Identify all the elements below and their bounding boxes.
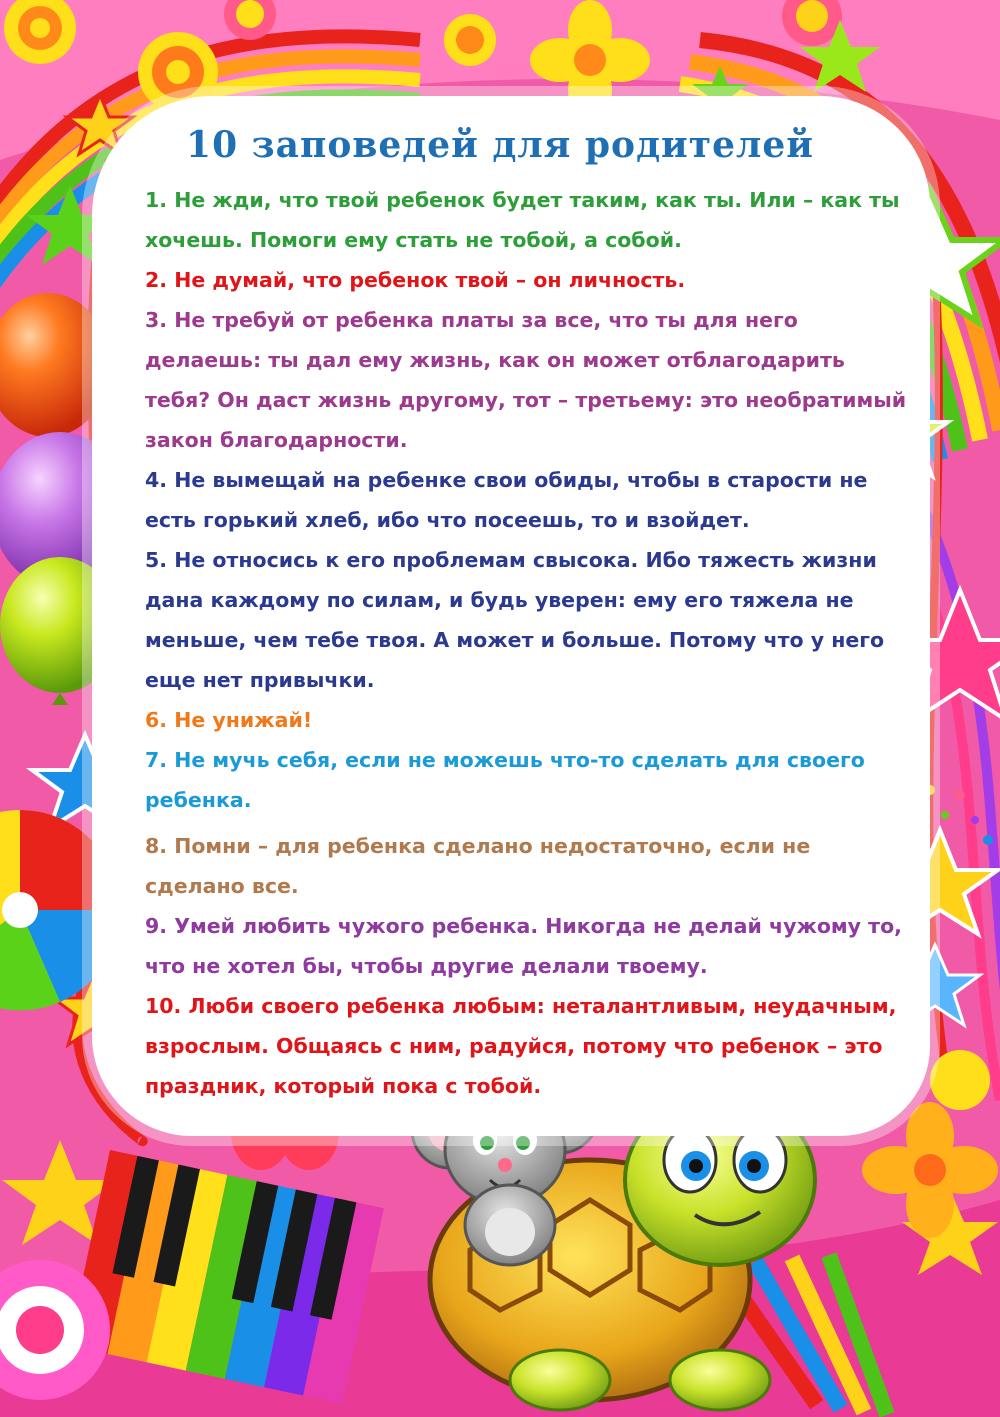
commandment-3: 3. Не требуй от ребенка платы за все, что ты для него делаешь: ты дал ему жизнь, как он может отблагодарить тебя? Он даст жизнь другому, тот – третьему: это необратимый закон благодарности.	[145, 308, 907, 452]
commandment-4: 4. Не вымещай на ребенке свои обиды, чтобы в старости не есть горький хлеб, ибо что посеешь, то и взойдет.	[145, 468, 868, 532]
commandments-list	[145, 180, 915, 1106]
commandment-2: 2. Не думай, что ребенок твой – он личность.	[145, 268, 686, 292]
commandment-7: 7. Не мучь себя, если не можешь что-то сделать для своего ребенка.	[145, 748, 865, 812]
page-title: 10 заповедей для родителей	[186, 124, 814, 166]
commandment-1: 1. Не жди, что твой ребенок будет таким, как ты. Или – как ты хочешь. Помоги ему стать не тобой, а собой.	[145, 188, 900, 252]
commandment-8: 8. Помни – для ребенка сделано недостаточно, если не сделано все.	[145, 834, 811, 898]
commandment-5: 5. Не относись к его проблемам свысока. Ибо тяжесть жизни дана каждому по силам, и будь уверен: ему его тяжела не меньше, чем тебе твоя. А может и больше. Потому что у него еще нет привычки.	[145, 548, 885, 692]
commandment-10: 10. Люби своего ребенка любым: неталантливым, неудачным, взрослым. Общаясь с ним, радуйся, потому что ребенок – это праздник, который пока с тобой.	[145, 994, 897, 1098]
commandment-6: 6. Не унижай!	[145, 708, 313, 732]
commandment-9: 9. Умей любить чужого ребенка. Никогда не делай чужому то, что не хотел бы, чтобы другие делали твоему.	[145, 914, 902, 978]
